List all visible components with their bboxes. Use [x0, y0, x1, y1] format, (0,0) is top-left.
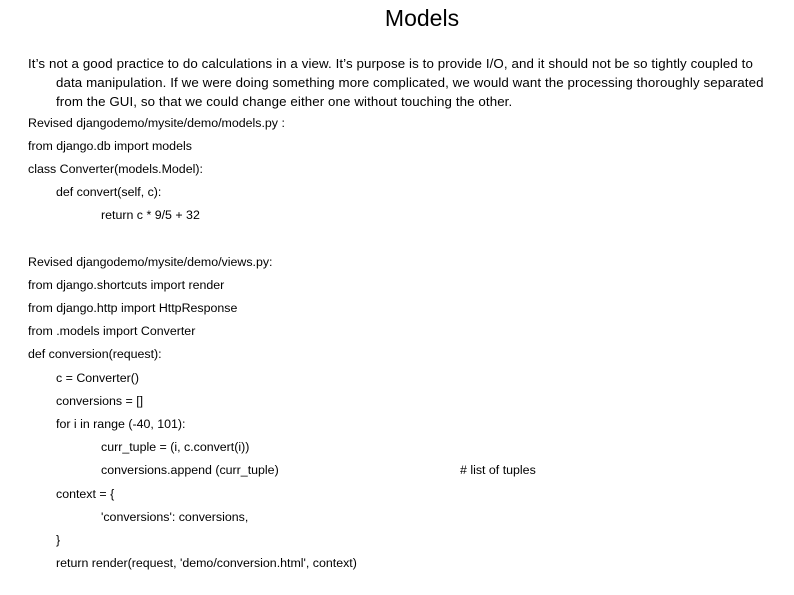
code-line: c = Converter() [56, 371, 139, 385]
code-line: return c * 9/5 + 32 [101, 208, 200, 222]
code-line: def conversion(request): [28, 347, 162, 361]
code-line: } [56, 533, 61, 547]
code-line: for i in range (-40, 101): [56, 417, 186, 431]
code-line: from .models import Converter [28, 324, 196, 338]
models-heading: Revised djangodemo/mysite/demo/models.py : [28, 116, 285, 130]
code-line: conversions = [] [56, 394, 144, 408]
code-line: class Converter(models.Model): [28, 162, 203, 176]
code-line: 'conversions': conversions, [101, 510, 249, 524]
code-line: from django.http import HttpResponse [28, 301, 238, 315]
code-line: return render(request, 'demo/conversion.html', context) [56, 556, 357, 570]
code-comment: # list of tuples [460, 463, 536, 477]
intro-paragraph: It’s not a good practice to do calculations in a view. It’s purpose is to provide I/O, and it should not be so tightly coupled to data manipulation. If we were doing something more complicated, we would want the processing thoroughly separated from the GUI, so that we could change either one without touching the other. [28, 56, 764, 109]
code-line: curr_tuple = (i, c.convert(i)) [101, 440, 250, 454]
intro-paragraph-block [28, 54, 773, 111]
code-line: conversions.append (curr_tuple) [101, 463, 279, 477]
code-line: def convert(self, c): [56, 185, 162, 199]
views-heading: Revised djangodemo/mysite/demo/views.py: [28, 255, 273, 269]
code-line: from django.shortcuts import render [28, 278, 225, 292]
code-line: context = { [56, 487, 115, 501]
slide-title: Models [384, 5, 460, 31]
code-line: from django.db import models [28, 139, 192, 153]
